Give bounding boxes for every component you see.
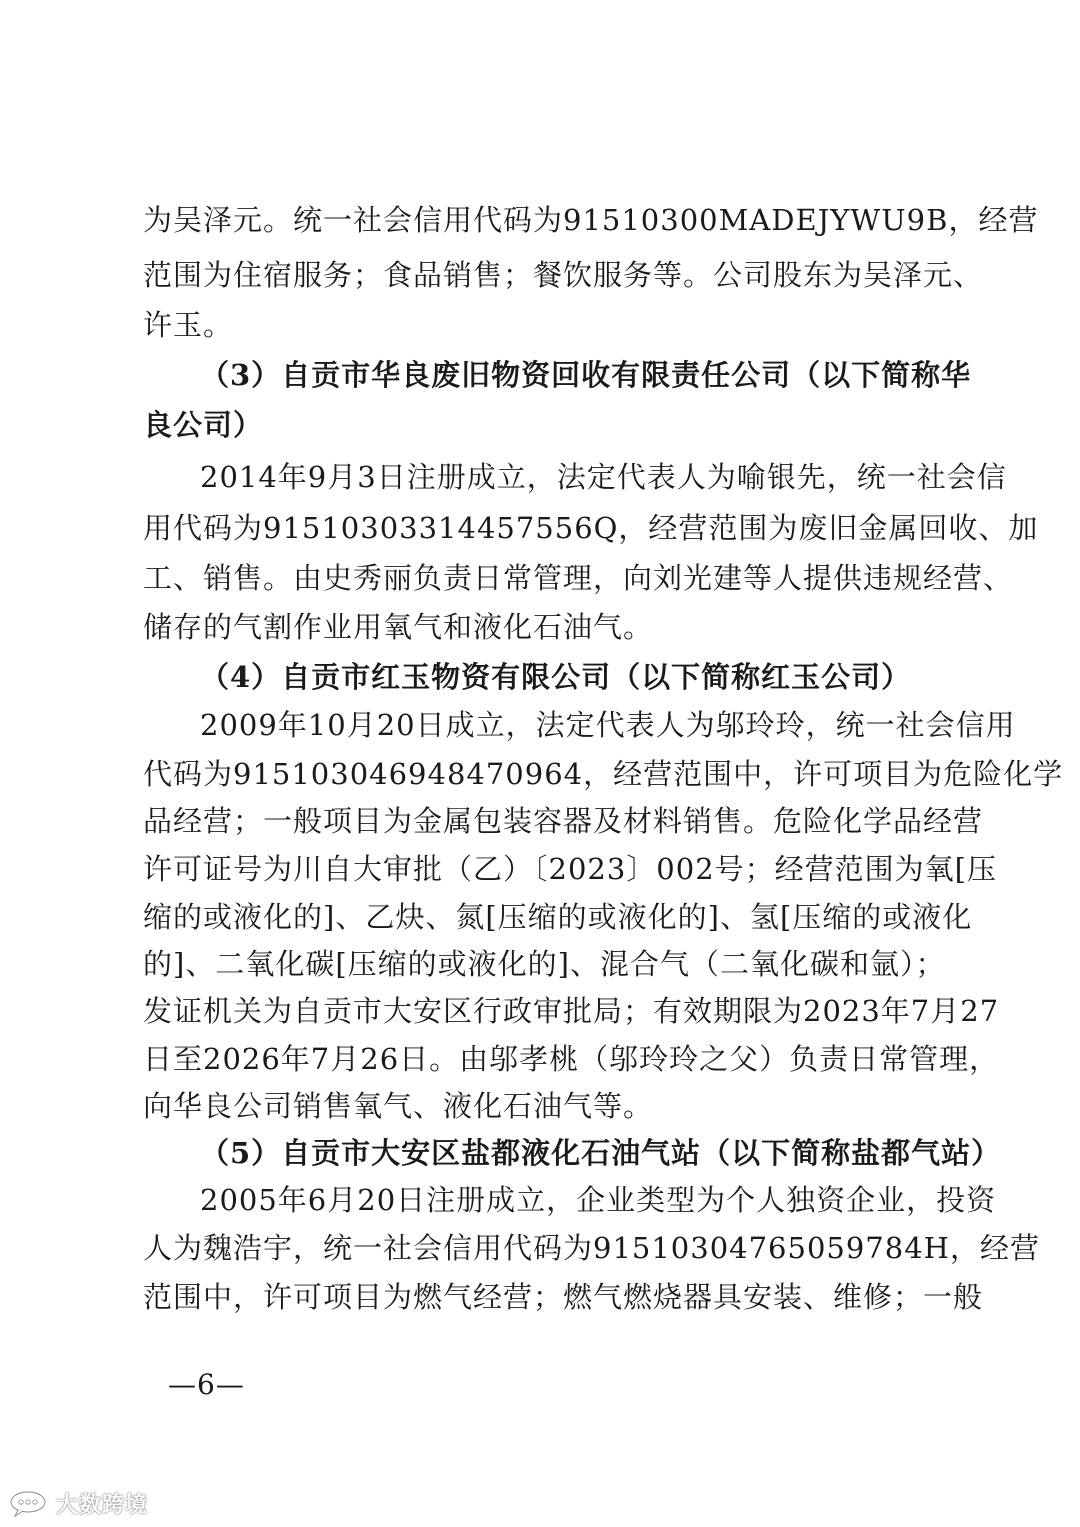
section-heading: （3）自贡市华良废旧物资回收有限责任公司（以下简称华 xyxy=(200,358,972,392)
body-line: 许可证号为川自大审批（乙）〔2023〕002号；经营范围为氧[压 xyxy=(143,852,997,886)
body-line: 为吴泽元。统一社会信用代码为91510300MADEJYWU9B，经营 xyxy=(143,203,1039,237)
body-line: 向华良公司销售氧气、液化石油气等。 xyxy=(143,1089,654,1123)
body-line: 用代码为91510303314457556Q，经营范围为废旧金属回收、加 xyxy=(143,511,1039,545)
body-line: 范围中，许可项目为燃气经营；燃气燃烧器具安装、维修；一般 xyxy=(143,1280,984,1314)
body-line: 缩的或液化的]、乙炔、氮[压缩的或液化的]、氢[压缩的或液化 xyxy=(143,900,973,934)
watermark xyxy=(8,1486,148,1520)
chat-bubble-logo-icon xyxy=(8,1489,48,1517)
body-line: 储存的气割作业用氧气和液化石油气。 xyxy=(143,610,654,644)
watermark-text: 大数跨境 xyxy=(56,1492,149,1518)
body-line: 范围为住宿服务；食品销售；餐饮服务等。公司股东为吴泽元、 xyxy=(143,258,984,292)
section-heading: 良公司） xyxy=(143,408,264,442)
page-number: —6— xyxy=(168,1368,245,1401)
section-heading: （4）自贡市红玉物资有限公司（以下简称红玉公司） xyxy=(200,660,912,694)
body-line: 日至2026年7月26日。由邬孝桃（邬玲玲之父）负责日常管理， xyxy=(143,1042,1000,1076)
body-line: 代码为915103046948470964，经营范围中，许可项目为危险化学 xyxy=(143,757,1064,791)
body-line: 2009年10月20日成立，法定代表人为邬玲玲，统一社会信用 xyxy=(200,708,1016,742)
section-heading: （5）自贡市大安区盐都液化石油气站（以下简称盐都气站） xyxy=(200,1136,1002,1170)
body-line: 2014年9月3日注册成立，法定代表人为喻银先，统一社会信 xyxy=(200,460,1007,494)
body-line: 的]、二氧化碳[压缩的或液化的]、混合气（二氧化碳和氩）； xyxy=(143,947,946,981)
body-line: 2005年6月20日注册成立，企业类型为个人独资企业，投资 xyxy=(200,1183,997,1217)
body-line: 人为魏浩宇，统一社会信用代码为91510304765059784H，经营 xyxy=(143,1231,1040,1265)
body-line: 发证机关为自贡市大安区行政审批局；有效期限为2023年7月27 xyxy=(143,994,1000,1028)
body-line: 工、销售。由史秀丽负责日常管理，向刘光建等人提供违规经营、 xyxy=(143,561,1014,595)
body-line: 许玉。 xyxy=(143,308,234,342)
body-line: 品经营；一般项目为金属包装容器及材料销售。危险化学品经营 xyxy=(143,804,984,838)
